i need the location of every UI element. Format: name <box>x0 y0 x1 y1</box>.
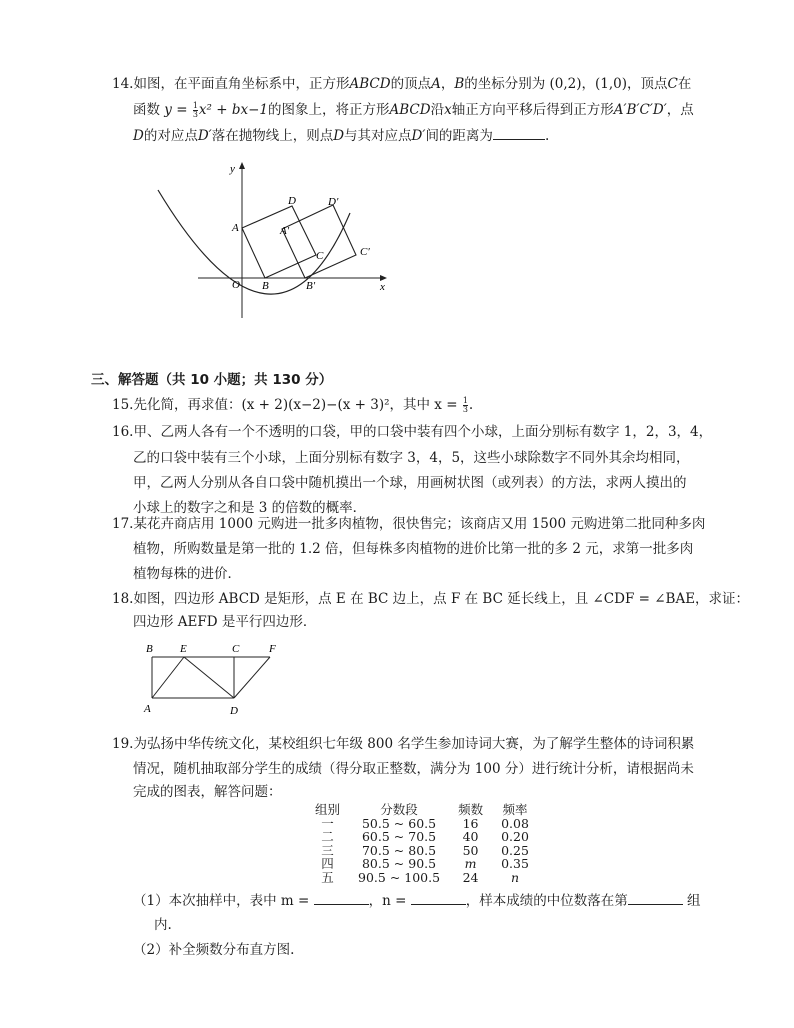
q14-text: 的图象上，将正方形 <box>268 102 390 118</box>
q14-point-b: B <box>454 76 465 92</box>
q19-part1-text: 内. <box>154 917 172 933</box>
label-c-prime: C′ <box>360 246 370 258</box>
q14-point-dprime: D′ <box>411 128 426 144</box>
label-x: x <box>380 281 385 293</box>
segment-ed <box>184 657 234 698</box>
q14-square-label: ABCD <box>389 102 431 118</box>
table-row <box>306 830 538 844</box>
table-cell: 40 <box>462 829 479 844</box>
q14-fraction <box>193 102 198 119</box>
label-b: B <box>146 643 153 655</box>
q16-text: 甲、乙两人各有一个不透明的口袋，甲的口袋中装有四个小球，上面分别标有数字 1，2，3，4， <box>133 424 713 440</box>
q17-line-3 <box>133 565 241 583</box>
table-cell: 50 <box>462 842 479 858</box>
q19-text: 情况，随机抽取部分学生的成绩（得分取正整数，满分为 100 分）进行统计分析，请根据尚未 <box>133 761 694 777</box>
table-cell: 70.5 ~ 80.5 <box>361 842 437 858</box>
q16-text: 甲，乙两人分别从各自口袋中随机摸出一个球，用画树状图（或列表）的方法，求两人摸出的 <box>133 475 687 491</box>
table-cell: n <box>510 869 520 885</box>
frac-den: 3 <box>192 110 198 119</box>
q14-text: 落在抛物线上，则点 <box>211 128 334 144</box>
q17-text: 某花卉商店用 1000 元购进一批多肉植物，很快售完；该商店又用 1500 元购进第二批同种多肉 <box>133 516 706 532</box>
section-heading: 三、解答题（共 10 小题；共 130 分） <box>91 372 333 388</box>
table-header-row <box>306 803 538 817</box>
q19-number: 19. <box>112 736 134 752</box>
table-header: 频率 <box>502 802 528 817</box>
q14-point-d: D <box>133 128 144 144</box>
label-d: D <box>288 195 296 207</box>
q15-fraction <box>463 397 468 414</box>
q16-line-1 <box>112 423 712 441</box>
table-row <box>306 844 538 858</box>
q14-text: 与其对应点 <box>344 128 412 144</box>
q17-number: 17. <box>112 516 134 532</box>
q14-point-a: A <box>431 76 441 92</box>
q14-text: 的顶点 <box>390 76 432 92</box>
label-y: y <box>230 163 235 175</box>
q14-text: 函数 <box>133 102 160 118</box>
q14-line-3 <box>133 127 549 145</box>
table-cell: 二 <box>321 829 334 844</box>
table-cell: 三 <box>321 842 334 858</box>
q19-text: 完成的图表，解答问题： <box>133 784 282 800</box>
q14-text: ，点 <box>666 102 694 118</box>
q18-line-1 <box>112 590 749 608</box>
table-row <box>306 857 538 871</box>
q14-line-1 <box>112 75 691 93</box>
q14-number: 14. <box>112 76 134 92</box>
q15-line <box>112 396 473 414</box>
q14-func-expr: x² + bx−1 <box>198 102 268 118</box>
q15-text: 先化简，再求值：(x + 2)(x−2)−(x + 3)²，其中 x = <box>133 397 458 413</box>
q18-rectangle-figure <box>138 640 288 720</box>
q14-text: 轴正方向平移后得到正方形 <box>451 102 614 118</box>
q14-point-d: D <box>333 128 345 144</box>
q17-line-1 <box>112 515 705 533</box>
q14-line-2 <box>133 101 694 119</box>
q18-text: 如图，四边形 ABCD 是矩形，点 E 在 BC 边上，点 F 在 BC 延长线上，且 ∠CDF = ∠BAE，求证： <box>133 591 750 607</box>
q19-part2-text: （2）补全频数分布直方图. <box>133 942 295 958</box>
table-cell: 16 <box>462 815 479 831</box>
table-cell: 24 <box>462 869 479 885</box>
q14-text: . <box>544 128 550 144</box>
q17-line-2 <box>133 540 693 558</box>
q16-line-2 <box>133 449 690 467</box>
q14-text: 的坐标分别为 (0,2)，(1,0)，顶点 <box>464 76 668 92</box>
table-row <box>306 817 538 831</box>
label-c: C <box>316 250 324 262</box>
q14-point-dprime: D′ <box>197 128 212 144</box>
y-axis-arrow <box>239 162 245 169</box>
label-b-prime: B′ <box>306 280 316 292</box>
q16-line-3 <box>133 474 687 492</box>
q19-part1-text: ，样本成绩的中位数落在第 <box>465 893 628 909</box>
q17-text: 植物，所购数量是第一批的 1.2 倍，但每株多肉植物的进价比第一批的多 2 元，求第一批多肉 <box>133 541 694 557</box>
q15-number: 15. <box>112 397 134 413</box>
table-cell: 0.08 <box>501 815 529 831</box>
q19-line-3 <box>133 783 282 801</box>
table-header: 组别 <box>315 802 341 817</box>
q14-text: 如图，在平面直角坐标系中，正方形 <box>133 76 350 92</box>
q19-part1-text: ，n = <box>368 893 407 909</box>
q19-part2-line <box>133 941 294 959</box>
label-o: O <box>232 279 240 291</box>
square-abcd <box>242 206 316 278</box>
q14-func-y: y = <box>164 102 188 118</box>
q14-text: 在 <box>677 76 692 92</box>
table-cell: 90.5 ~ 100.5 <box>358 869 441 885</box>
label-e: E <box>180 643 187 655</box>
frac-num: 1 <box>462 396 468 405</box>
frac-den: 3 <box>462 405 468 414</box>
q18-text: 四边形 AEFD 是平行四边形． <box>133 614 317 630</box>
label-d-prime: D′ <box>328 196 339 208</box>
q19-line-2 <box>133 760 694 778</box>
q16-number: 16. <box>112 424 134 440</box>
q19-line-1 <box>112 735 694 753</box>
label-a: A <box>144 703 151 715</box>
q16-text: 乙的口袋中装有三个小球，上面分别标有数字 3，4，5，这些小球除数字不同外其余均相同， <box>133 450 690 466</box>
q19-part1-line <box>133 892 701 910</box>
table-header: 频数 <box>458 802 484 817</box>
q14-parabola-graph <box>150 158 400 324</box>
q19-part1-line-2 <box>154 916 172 934</box>
table-row <box>306 871 538 885</box>
label-a: A <box>232 222 239 234</box>
q18-line-2 <box>133 613 316 631</box>
table-cell: 0.20 <box>501 829 529 844</box>
table-cell: 60.5 ~ 70.5 <box>361 829 437 844</box>
q14-point-c: C <box>667 76 678 92</box>
q14-square-prime: A′B′C′D′ <box>613 102 667 118</box>
label-f: F <box>269 643 276 655</box>
table-cell: 50.5 ~ 60.5 <box>361 815 437 831</box>
table-cell: 四 <box>321 856 334 871</box>
table-cell: 80.5 ~ 90.5 <box>361 856 437 871</box>
q14-x-axis: x <box>444 102 452 118</box>
q14-square-label: ABCD <box>349 76 391 92</box>
q19-text: 为弘扬中华传统文化，某校组织七年级 800 名学生参加诗词大赛，为了解学生整体的诗词积累 <box>133 736 695 752</box>
q18-number: 18. <box>112 591 134 607</box>
table-cell: m <box>464 856 477 871</box>
label-d: D <box>230 705 238 717</box>
table-cell: 0.35 <box>501 856 529 871</box>
q14-answer-blank[interactable] <box>493 127 545 140</box>
label-c: C <box>232 643 240 655</box>
table-header: 分数段 <box>380 802 418 817</box>
q14-text: 间的距离为 <box>425 128 493 144</box>
answer-blank-m[interactable] <box>314 892 369 905</box>
table-cell: 一 <box>321 815 334 831</box>
segment-ae <box>152 657 184 698</box>
frequency-table <box>306 803 538 884</box>
segment-df <box>234 657 270 698</box>
q19-part1-text: 组 <box>687 893 701 909</box>
q15-text: . <box>468 397 474 413</box>
answer-blank-n[interactable] <box>411 892 466 905</box>
frac-num: 1 <box>192 101 198 110</box>
q14-text: 的对应点 <box>143 128 198 144</box>
q14-text: 沿 <box>430 102 445 118</box>
table-cell: 五 <box>321 869 334 885</box>
q16-text: 小球上的数字之和是 3 的倍数的概率． <box>133 500 367 516</box>
label-b: B <box>262 280 269 292</box>
q19-part1-text: （1）本次抽样中，表中 m = <box>133 893 310 909</box>
q14-text: ， <box>440 76 455 92</box>
label-a-prime: A′ <box>280 225 290 237</box>
table-cell: 0.25 <box>501 842 529 858</box>
answer-blank-group[interactable] <box>628 892 683 905</box>
q17-text: 植物每株的进价． <box>133 566 241 582</box>
